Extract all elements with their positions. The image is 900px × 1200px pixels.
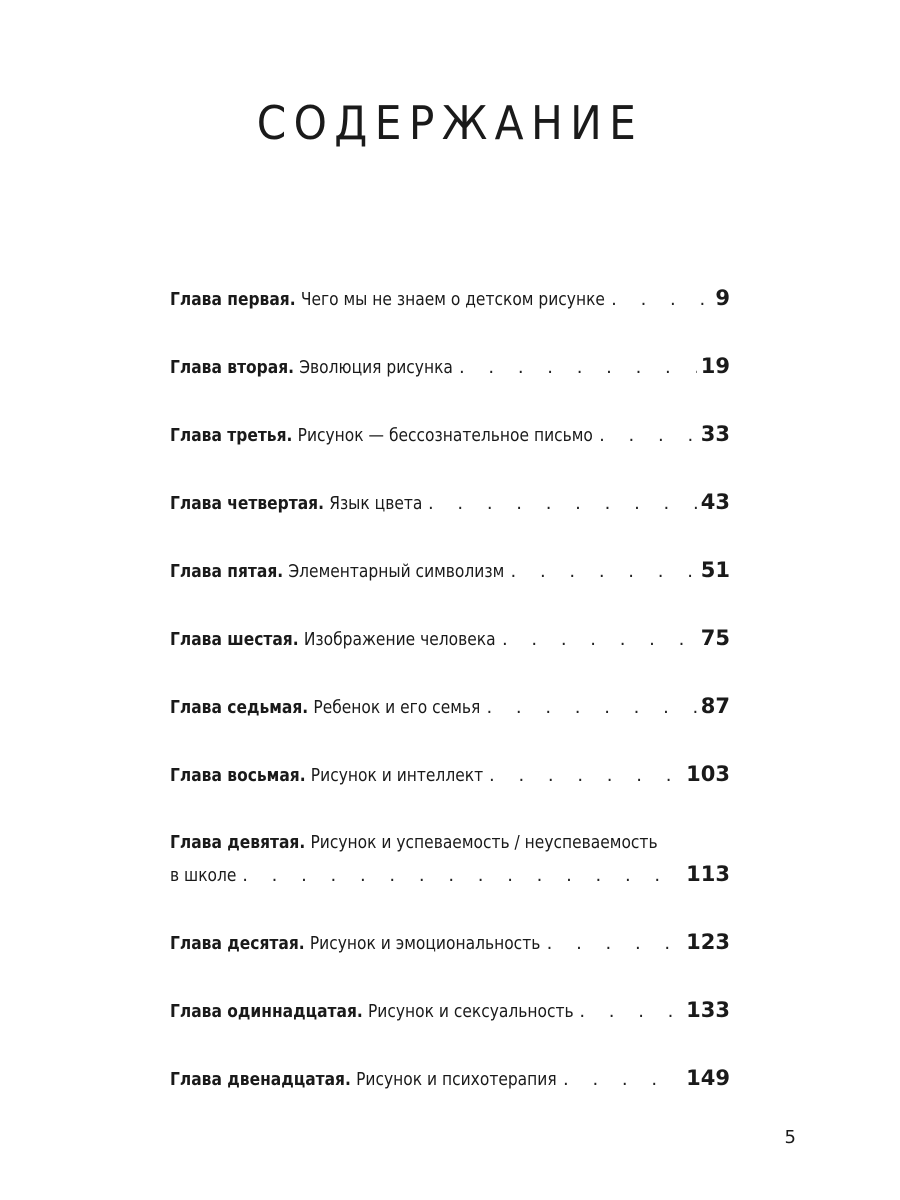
- chapter-label: Глава девятая.: [170, 832, 306, 853]
- table-of-contents: [170, 282, 730, 1130]
- page-number: 33: [700, 422, 730, 446]
- dot-leader: [611, 284, 711, 316]
- page-folio: 5: [784, 1127, 796, 1148]
- page-number: 51: [700, 558, 730, 582]
- toc-entry: [170, 1062, 730, 1130]
- dot-leader: [459, 352, 697, 384]
- chapter-title: Эволюция рисунка: [299, 357, 453, 378]
- toc-entry: [170, 622, 730, 690]
- dot-leader: [428, 488, 697, 520]
- chapter-title: Рисунок — бессознательное письмо: [297, 425, 593, 446]
- dot-leader: [486, 692, 696, 724]
- chapter-label: Глава четвертая.: [170, 493, 324, 514]
- page-number: 149: [686, 1066, 730, 1090]
- page-number: 133: [686, 998, 730, 1022]
- page-number: 113: [686, 862, 730, 886]
- toc-entry: [170, 826, 730, 926]
- chapter-label: Глава двенадцатая.: [170, 1069, 351, 1090]
- dot-leader: [502, 624, 697, 656]
- toc-entry: [170, 486, 730, 554]
- chapter-title: Рисунок и психотерапия: [356, 1069, 557, 1090]
- page-number: 123: [686, 930, 730, 954]
- chapter-label: Глава третья.: [170, 425, 293, 446]
- chapter-title: Изображение человека: [303, 629, 496, 650]
- page-number: 103: [686, 762, 730, 786]
- page-title: СОДЕРЖАНИЕ: [256, 96, 644, 150]
- chapter-label: Глава пятая.: [170, 561, 284, 582]
- dot-leader: [489, 760, 682, 792]
- chapter-title: Рисунок и сексуальность: [367, 1001, 574, 1022]
- dot-leader: [579, 996, 682, 1028]
- chapter-title: Чего мы не знаем о детском рисунке: [300, 289, 605, 310]
- chapter-title: Ребенок и его семья: [313, 697, 481, 718]
- dot-leader: [599, 420, 697, 452]
- chapter-title: Элементарный символизм: [288, 561, 505, 582]
- page-number: 9: [715, 286, 730, 310]
- chapter-title: Рисунок и успеваемость / неуспеваемость: [310, 832, 658, 853]
- dot-leader: [563, 1064, 682, 1096]
- chapter-title: Язык цвета: [329, 493, 423, 514]
- chapter-label: Глава восьмая.: [170, 765, 306, 786]
- page-number: 87: [700, 694, 730, 718]
- toc-entry: [170, 758, 730, 826]
- toc-entry: [170, 350, 730, 418]
- toc-entry: [170, 554, 730, 622]
- chapter-label: Глава седьмая.: [170, 697, 309, 718]
- chapter-title: Рисунок и эмоциональность: [309, 933, 541, 954]
- page-number: 43: [700, 490, 730, 514]
- chapter-label: Глава десятая.: [170, 933, 305, 954]
- chapter-label: Глава шестая.: [170, 629, 299, 650]
- toc-entry: [170, 282, 730, 350]
- chapter-title: Рисунок и интеллект: [310, 765, 484, 786]
- toc-entry: [170, 690, 730, 758]
- page-number: 75: [700, 626, 730, 650]
- dot-leader: [242, 860, 682, 892]
- chapter-label: Глава одиннадцатая.: [170, 1001, 363, 1022]
- toc-entry: [170, 994, 730, 1062]
- dot-leader: [547, 928, 683, 960]
- toc-entry: [170, 926, 730, 994]
- chapter-label: Глава вторая.: [170, 357, 295, 378]
- chapter-title-continued: в школе: [170, 865, 237, 886]
- dot-leader: [511, 556, 697, 588]
- toc-entry: [170, 418, 730, 486]
- page-number: 19: [700, 354, 730, 378]
- chapter-label: Глава первая.: [170, 289, 296, 310]
